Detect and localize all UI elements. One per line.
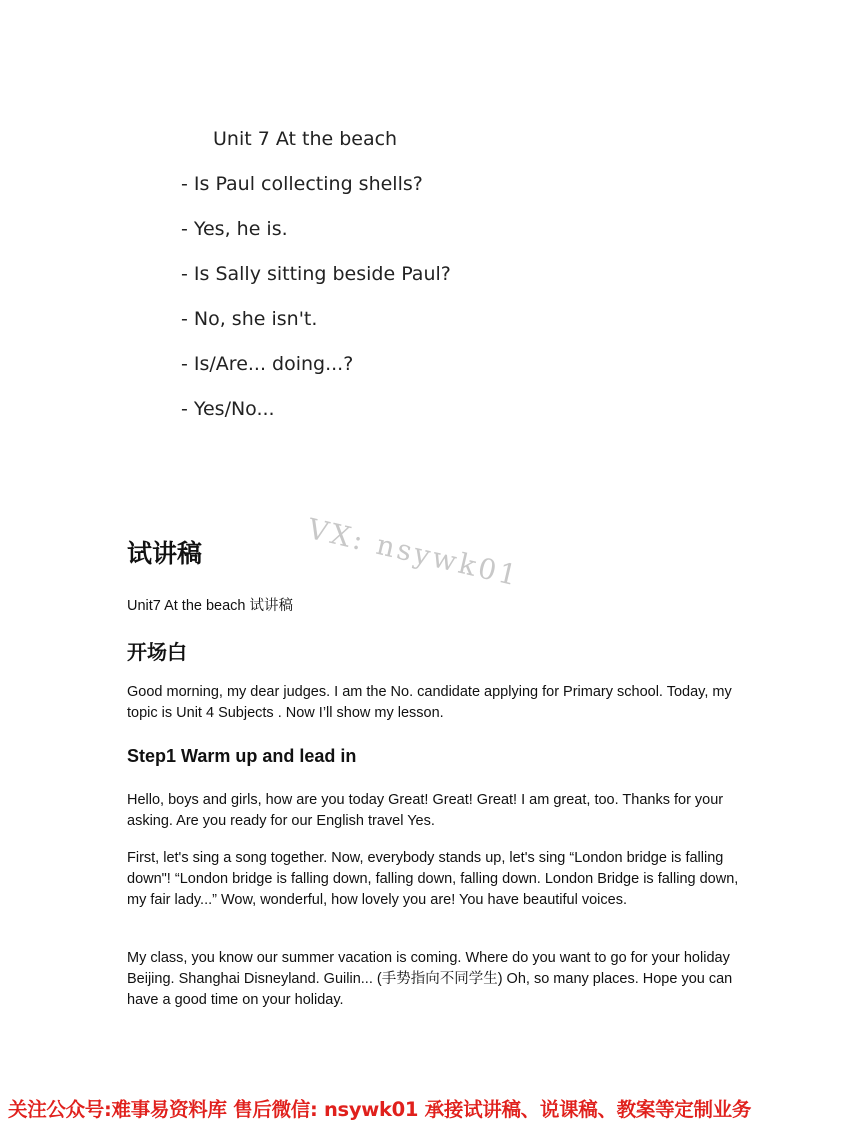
board-section xyxy=(0,0,866,460)
board-title: Unit 7 At the beach xyxy=(213,128,398,150)
section-heading-opening: 开场白 xyxy=(127,640,187,664)
board-line: - Is Paul collecting shells? xyxy=(181,173,423,195)
step1-heading: Step1 Warm up and lead in xyxy=(127,746,357,766)
document-subtitle: Unit7 At the beach 试讲稿 xyxy=(127,598,294,614)
step1-paragraph: My class, you know our summer vacation is coming. Where do you want to go for your holiday Beijing. Shanghai Disneyland. Guilin... (手势指向不同学生) Oh, so many places. Hope you can have a good time on your holiday. xyxy=(127,950,733,1008)
board-line: - Is/Are... doing...? xyxy=(181,353,354,375)
watermark: VX: nsywk01 xyxy=(304,512,523,593)
board-line: - Is Sally sitting beside Paul? xyxy=(181,263,451,285)
footer-promo: 关注公众号:难事易资料库 售后微信: nsywk01 承接试讲稿、说课稿、教案等定制业务 xyxy=(8,1098,752,1121)
board-line: - No, she isn't. xyxy=(181,308,318,330)
board-line: - Yes/No... xyxy=(181,398,275,420)
step1-paragraph: Hello, boys and girls, how are you today Great! Great! Great! I am great, too. Thanks for your asking. Are you ready for our English travel Yes. xyxy=(127,792,724,829)
document-heading: 试讲稿 xyxy=(127,539,203,568)
step1-paragraph: First, let's sing a song together. Now, everybody stands up, let's sing “London bridge is falling down"! “London bridge is falling down, falling down, falling down. London Bridge is falling down, my fair lady...” Wow, wonderful, how lovely you are! You have beautiful voices. xyxy=(127,850,739,908)
opening-paragraph: Good morning, my dear judges. I am the No. candidate applying for Primary school. Today, my topic is Unit 4 Subjects . Now I’ll show my lesson. xyxy=(127,684,732,721)
board-line: - Yes, he is. xyxy=(181,218,288,240)
